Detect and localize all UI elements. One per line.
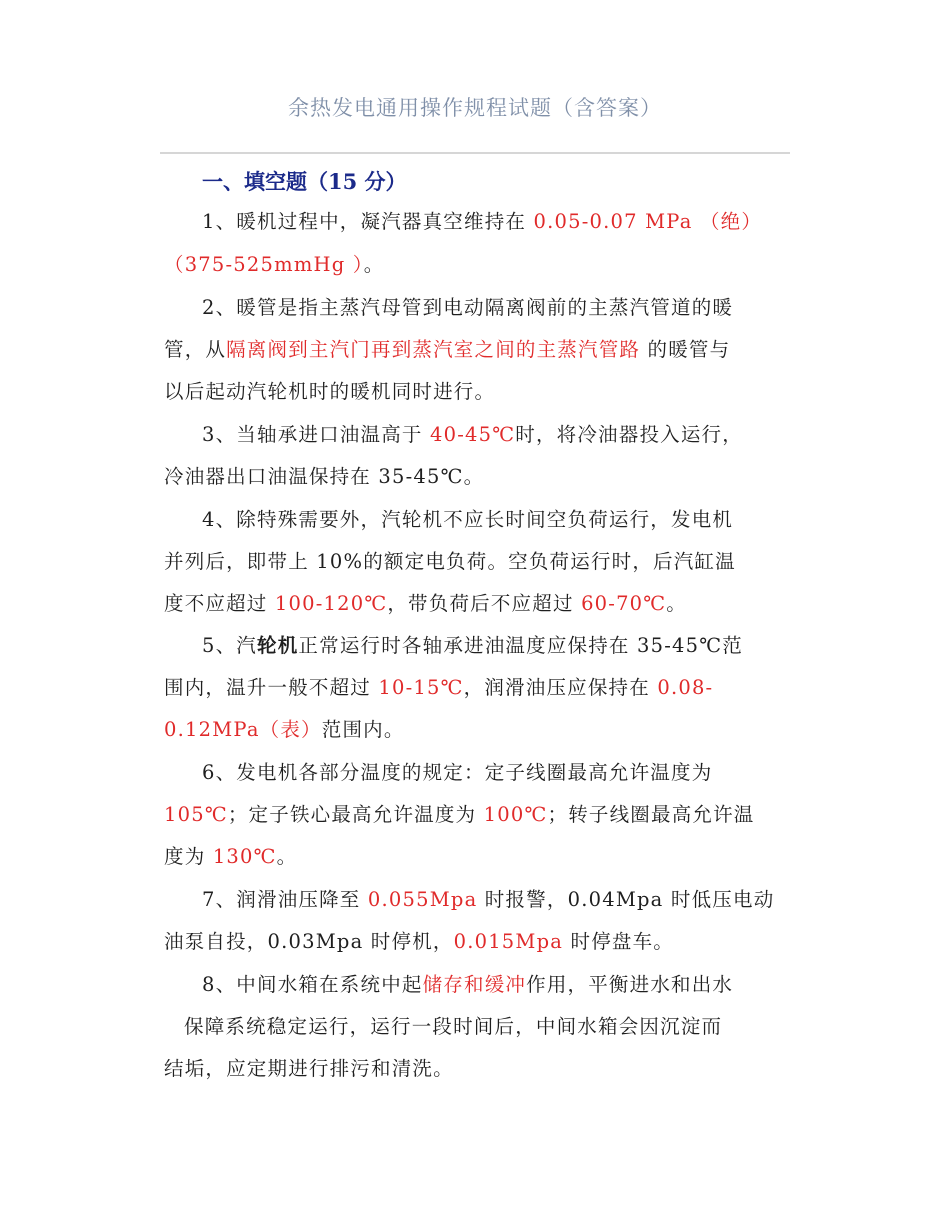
q2-answer: 隔离阀到主汽门再到蒸汽室之间的主蒸汽管路 — [226, 338, 641, 361]
q8-line-2 — [184, 1013, 722, 1041]
q6-line-2 — [164, 801, 755, 829]
q2-line-1 — [202, 294, 733, 322]
q7-line-1 — [202, 886, 774, 914]
q7-text-2: 时报警，0.04Mpa 时低压电动 — [477, 888, 775, 911]
q5-line-1 — [202, 632, 743, 660]
q3-text: 3、当轴承进口油温高于 — [202, 423, 431, 446]
q2-line-2 — [164, 336, 730, 364]
q5-text-2: 正常运行时各轴承进油温度应保持在 35-45℃范 — [298, 634, 743, 657]
q5-text-5: 范围内。 — [321, 718, 405, 741]
section-heading: 一、填空题（15 分） — [202, 169, 407, 194]
q2-text: 2、暖管是指主蒸汽母管到电动隔离阀前的主蒸汽管道的暖 — [202, 296, 734, 319]
q7-answer-2: 0.015Mpa — [453, 930, 564, 953]
q1-line-1 — [202, 208, 762, 236]
q7-line-2 — [164, 928, 674, 956]
q7-answer-1: 0.055Mpa — [367, 888, 478, 911]
q4-line-2 — [164, 548, 736, 576]
q4-text: 4、除特殊需要外，汽轮机不应长时间空负荷运行，发电机 — [202, 508, 734, 531]
q2-text-4: 以后起动汽轮机时的暖机同时进行。 — [164, 380, 496, 403]
q3-line-1 — [202, 421, 743, 449]
q4-text-5: 。 — [666, 592, 687, 615]
q6-line-3 — [164, 843, 297, 871]
q4-answer-2: 60-70℃ — [581, 592, 667, 615]
q8-answer: 储存和缓冲 — [422, 973, 527, 996]
q6-answer-2: 100℃ — [483, 803, 548, 826]
q2-text-2: 管，从 — [164, 338, 227, 361]
q2-line-3 — [164, 378, 495, 406]
q6-line-1 — [202, 759, 712, 787]
q1-text-end: 。 — [363, 253, 385, 276]
q8-text: 8、中间水箱在系统中起 — [202, 973, 423, 996]
q5-text: 5、汽 — [202, 634, 258, 657]
q8-text-3: 保障系统稳定运行，运行一段时间后，中间水箱会因沉淀而 — [184, 1015, 723, 1038]
q6-answer-3: 130℃ — [212, 845, 277, 868]
q5-text-3: 围内，温升一般不超过 — [164, 676, 379, 699]
q5-line-2 — [164, 674, 713, 702]
q5-answer-2a: 0.08- — [657, 676, 714, 699]
q3-line-2 — [164, 463, 484, 491]
q7-text-4: 时停盘车。 — [563, 930, 674, 953]
q1-answer: 0.05-0.07 MPa （绝） — [533, 210, 763, 233]
q4-line-3 — [164, 590, 687, 618]
q8-text-4: 结垢，应定期进行排污和清洗。 — [164, 1057, 454, 1080]
q8-line-3 — [164, 1055, 454, 1083]
q5-answer-1: 10-15℃ — [378, 676, 464, 699]
q6-text-4: 度为 — [164, 845, 213, 868]
q6-text-5: 。 — [276, 845, 298, 868]
q5-answer-2b: 0.12MPa（表） — [164, 718, 322, 741]
q1-line-2 — [164, 251, 384, 279]
q8-line-1 — [202, 971, 733, 999]
q1-answer-mmhg: （375-525mmHg ） — [164, 253, 364, 276]
q4-text-2: 并列后，即带上 10%的额定电负荷。空负荷运行时，后汽缸温 — [164, 550, 736, 573]
q6-text-2: ；定子铁心最高允许温度为 — [227, 803, 484, 826]
q7-text-3: 油泵自投，0.03Mpa 时停机， — [164, 930, 454, 953]
q6-text-3: ；转子线圈最高允许温 — [547, 803, 755, 826]
q4-text-3: 度不应超过 — [164, 592, 275, 615]
q8-text-2: 作用，平衡进水和出水 — [526, 973, 734, 996]
q4-answer-1: 100-120℃ — [274, 592, 388, 615]
q1-text: 1、暖机过程中，凝汽器真空维持在 — [202, 210, 534, 233]
q5-bold-text: 轮机 — [257, 634, 299, 657]
q3-text-2: 时，将冷油器投入运行， — [515, 423, 743, 446]
q4-text-4: ，带负荷后不应超过 — [387, 592, 582, 615]
q3-answer: 40-45℃ — [430, 423, 516, 446]
document-title: 余热发电通用操作规程试题（含答案） — [288, 96, 662, 120]
q6-text: 6、发电机各部分温度的规定：定子线圈最高允许温度为 — [202, 761, 713, 784]
q6-answer-1: 105℃ — [164, 803, 228, 826]
q4-line-1 — [202, 506, 733, 534]
q5-text-4: ，润滑油压应保持在 — [463, 676, 658, 699]
q7-text: 7、润滑油压降至 — [202, 888, 368, 911]
q2-text-3: 的暖管与 — [640, 338, 731, 361]
q3-text-3: 冷油器出口油温保持在 35-45℃。 — [164, 465, 485, 488]
q5-line-3 — [164, 716, 405, 744]
title-divider — [160, 152, 790, 154]
